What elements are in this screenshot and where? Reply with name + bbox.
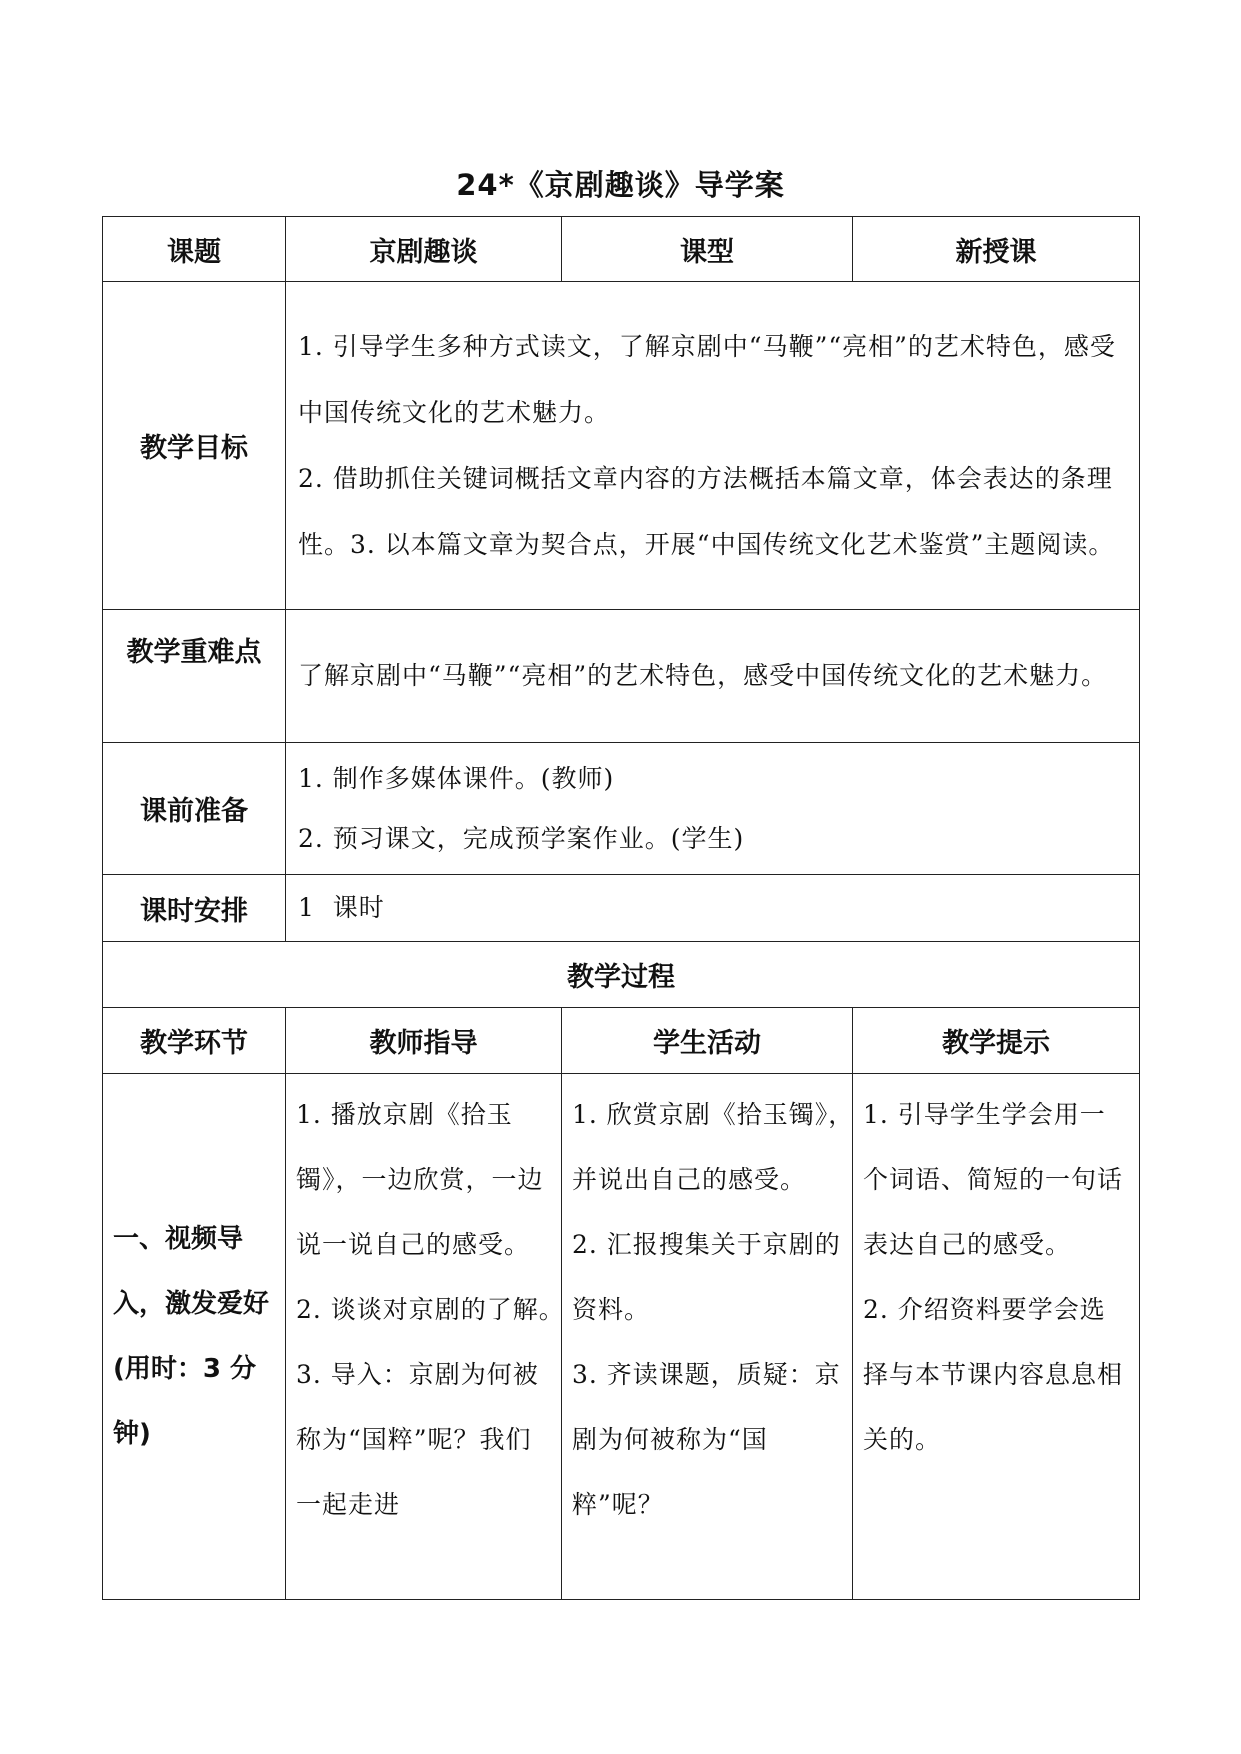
process-header-row (103, 1008, 1140, 1074)
preparation-row (103, 743, 1140, 875)
key-points-label: 教学重难点 (103, 610, 286, 743)
topic-label: 课题 (103, 217, 286, 282)
objectives-label: 教学目标 (103, 282, 286, 610)
student-step: 3. 齐读课题，质疑：京剧为何被称为“国粹”呢？ (572, 1360, 841, 1519)
objectives-row (103, 282, 1140, 610)
document-title: 24*《京剧趣谈》导学案 (456, 168, 785, 202)
objectives-content (286, 282, 1140, 610)
preparation-content (286, 743, 1140, 875)
lesson-plan-table (102, 216, 1140, 1600)
teacher-step: 2. 谈谈对京剧的了解。 3. 导入：京剧为何被称为“国粹”呢？我们一起走进 (296, 1295, 579, 1519)
hint-item: 2. 介绍资料要学会选择与本节课内容息息相关的。 (863, 1295, 1124, 1454)
process-title-row (103, 942, 1140, 1008)
student-activity (562, 1074, 868, 1600)
column-header-stage: 教学环节 (103, 1008, 286, 1074)
header-row (103, 217, 1140, 282)
column-header-student: 学生活动 (562, 1008, 853, 1074)
process-row (103, 1074, 1140, 1600)
column-header-hint: 教学提示 (853, 1008, 1140, 1074)
process-title: 教学过程 (103, 942, 1140, 1008)
process-stage: 一、视频导入，激发爱好(用时：3 分钟) (103, 1074, 286, 1600)
schedule-label: 课时安排 (103, 875, 286, 942)
schedule-row (103, 875, 1140, 942)
preparation-item: 1. 制作多媒体课件。(教师) (298, 763, 615, 793)
column-header-teacher: 教师指导 (286, 1008, 562, 1074)
student-step: 1. 欣赏京剧《拾玉镯》， 并说出自己的感受。 (572, 1100, 868, 1194)
teacher-step: 1. 播放京剧《拾玉镯》，一边欣赏，一边说一说自己的感受。 (296, 1100, 544, 1259)
schedule-value: 1 课时 (286, 875, 1140, 942)
key-points-content (286, 610, 1140, 743)
teacher-guidance (286, 1074, 579, 1600)
topic-value: 京剧趣谈 (286, 217, 562, 282)
type-label: 课型 (562, 217, 853, 282)
objective-item: 1. 引导学生多种方式读文，了解京剧中“马鞭”“亮相”的艺术特色，感受中国传统文化的艺术魅力。 (298, 331, 1116, 427)
student-step: 2. 汇报搜集关于京剧的资料。 (572, 1230, 841, 1324)
type-value: 新授课 (853, 217, 1140, 282)
key-points-text: 了解京剧中“马鞭”“亮相”的艺术特色，感受中国传统文化的艺术魅力。 (298, 661, 1108, 690)
key-points-row (103, 610, 1140, 743)
hint-item: 1. 引导学生学会用一个词语、简短的一句话表达自己的感受。 (863, 1100, 1124, 1259)
objective-item: 2. 借助抓住关键词概括文章内容的方法概括本篇文章，体会表达的条理性。3. 以本篇文章为契合点，开展“中国传统文化艺术鉴赏”主题阅读。 (298, 463, 1115, 559)
preparation-label: 课前准备 (103, 743, 286, 875)
preparation-item: 2. 预习课文，完成预学案作业。(学生) (298, 823, 745, 853)
teaching-hint (853, 1074, 1140, 1600)
